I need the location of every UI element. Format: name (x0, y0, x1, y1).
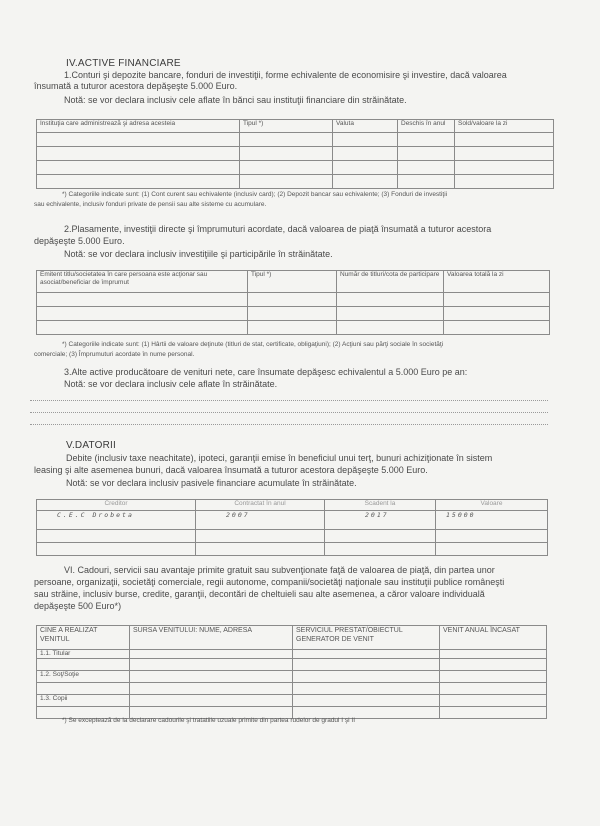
item-3-note: Notă: se vor declara inclusiv cele aflate în străinătate. (64, 379, 278, 389)
debt-creditor: C.E.C Drobeta (37, 511, 196, 530)
gifts-header-income: VENIT ANUAL ÎNCASAT (440, 626, 547, 650)
gifts-header-who: CINE A REALIZAT VENITUL (37, 626, 130, 650)
dotted-line (30, 412, 548, 413)
table-row (37, 695, 547, 707)
gifts-header-source: SURSA VENITULUI: NUME, ADRESA (130, 626, 293, 650)
item-1-text-line1: 1.Conturi şi depozite bancare, fonduri de investiţii, forme echivalente de economisire şi investire, dacă valoarea (64, 70, 507, 80)
debts-header-creditor: Creditor (37, 500, 196, 511)
footnote-2-line1: *) Categoriile indicate sunt: (1) Hârtii de valoare deţinute (titluri de stat, certificate, obligaţiuni); (2) Acţiuni sau părţi sociale în societăţi (62, 341, 444, 348)
gifts-row-label: 1.2. Soţ/Soţie (37, 671, 130, 683)
footnote-2-line2: comerciale; (3) Împrumuturi acordate în nume personal. (34, 351, 195, 358)
table2-header-count: Număr de titluri/cota de participare (337, 271, 444, 293)
footnote-1-line2: sau echivalente, inclusiv fonduri private de pensii sau alte sisteme cu acumulare. (34, 201, 267, 208)
debt-year: 2007 (196, 511, 325, 530)
section-5-title: V.DATORII (66, 440, 116, 451)
table-row (37, 147, 554, 161)
table-row (37, 293, 550, 307)
table1-header-currency: Valuta (333, 120, 398, 133)
table-row (37, 543, 548, 556)
debts-header-year: Contractat în anul (196, 500, 325, 511)
debts-note: Notă: se vor declara inclusiv pasivele financiare acumulate în străinătate. (66, 478, 357, 488)
gifts-text-line2: persoane, organizaţii, societăţi comerciale, regii autonome, companii/societăţi naţionale sau instituţii publice româneşti (34, 577, 505, 587)
section-4-title: IV.ACTIVE FINANCIARE (66, 58, 181, 69)
item-2-text-line2: depăşeşte 5.000 Euro. (34, 236, 125, 246)
table2-header-issuer: Emitent titlu/societatea în care persoana este acţionar sau asociat/beneficiar de împrumut (37, 271, 248, 293)
footnote-1-line1: *) Categoriile indicate sunt: (1) Cont curent sau echivalente (inclusiv card); (2) Depozit bancar sau echivalente; (3) Fonduri de investiţii (62, 191, 448, 198)
gifts-text-line1: VI. Cadouri, servicii sau avantaje primite gratuit sau subvenţionate faţă de valoarea de piaţă, din partea unor (64, 565, 495, 575)
table-row (37, 671, 547, 683)
item-2-text-line1: 2.Plasamente, investiţii directe şi împrumuturi acordate, dacă valoarea de piaţă însumată a tuturor acestora (64, 224, 492, 234)
table1-header-type: Tipul *) (240, 120, 333, 133)
debts-table (36, 499, 548, 556)
item-1-text-line2: însumată a tuturor acestora depăşeşte 5.000 Euro. (34, 81, 238, 91)
table-row (37, 133, 554, 147)
item-2-note: Notă: se vor declara inclusiv investiţiile şi participările în străinătate. (64, 249, 333, 259)
gifts-text-line3: sau străine, inclusiv burse, credite, garanţii, decontări de cheltuieli sau alte asemenea, a căror valoare individuală (34, 589, 485, 599)
debts-text-line1: Debite (inclusiv taxe neachitate), ipoteci, garanţii emise în beneficiul unui terţ, bunuri achiziţionate în sistem (66, 453, 493, 463)
dotted-line (30, 424, 548, 425)
table-row (37, 530, 548, 543)
item-1-note: Notă: se vor declara inclusiv cele aflate în bănci sau instituţii financiare din străinătate. (64, 95, 407, 105)
table-row (37, 650, 547, 659)
debts-header-due: Scadent la (325, 500, 436, 511)
gifts-row-label: 1.3. Copii (37, 695, 130, 707)
table2-header-type: Tipul *) (248, 271, 337, 293)
gifts-text-line4: depăşeşte 500 Euro*) (34, 601, 122, 611)
table-row (37, 175, 554, 189)
gifts-row-label: 1.1. Titular (37, 650, 130, 659)
item-3-text: 3.Alte active producătoare de venituri nete, care însumate depăşesc echivalentul a 5.000 Euro pe an: (64, 367, 468, 377)
table1-header-opened: Deschis în anul (398, 120, 455, 133)
investments-table (36, 270, 550, 335)
table-row (37, 659, 547, 671)
table1-header-institution: Instituţia care administrează şi adresa acesteia (37, 120, 240, 133)
gifts-footnote: *) Se exceptează de la declarare cadourile şi tratatiile uzuale primite din partea rudelor de gradul I şi II (62, 717, 356, 724)
table-row (37, 321, 550, 335)
debt-value: 15000 (436, 511, 548, 530)
dotted-line (30, 400, 548, 401)
gifts-table (36, 625, 547, 719)
debts-header-value: Valoare (436, 500, 548, 511)
debts-text-line2: leasing şi alte asemenea bunuri, dacă valoarea însumată a tuturor acestora depăşeşte 5.000 Euro. (34, 465, 428, 475)
bank-accounts-table (36, 119, 554, 189)
table2-header-value: Valoarea totală la zi (444, 271, 550, 293)
gifts-header-service: SERVICIUL PRESTAT/OBIECTUL GENERATOR DE VENIT (293, 626, 440, 650)
table1-header-balance: Sold/valoare la zi (455, 120, 554, 133)
debt-due: 2017 (325, 511, 436, 530)
table-row (37, 307, 550, 321)
table-row (37, 161, 554, 175)
table-row (37, 683, 547, 695)
table-row (37, 511, 548, 530)
